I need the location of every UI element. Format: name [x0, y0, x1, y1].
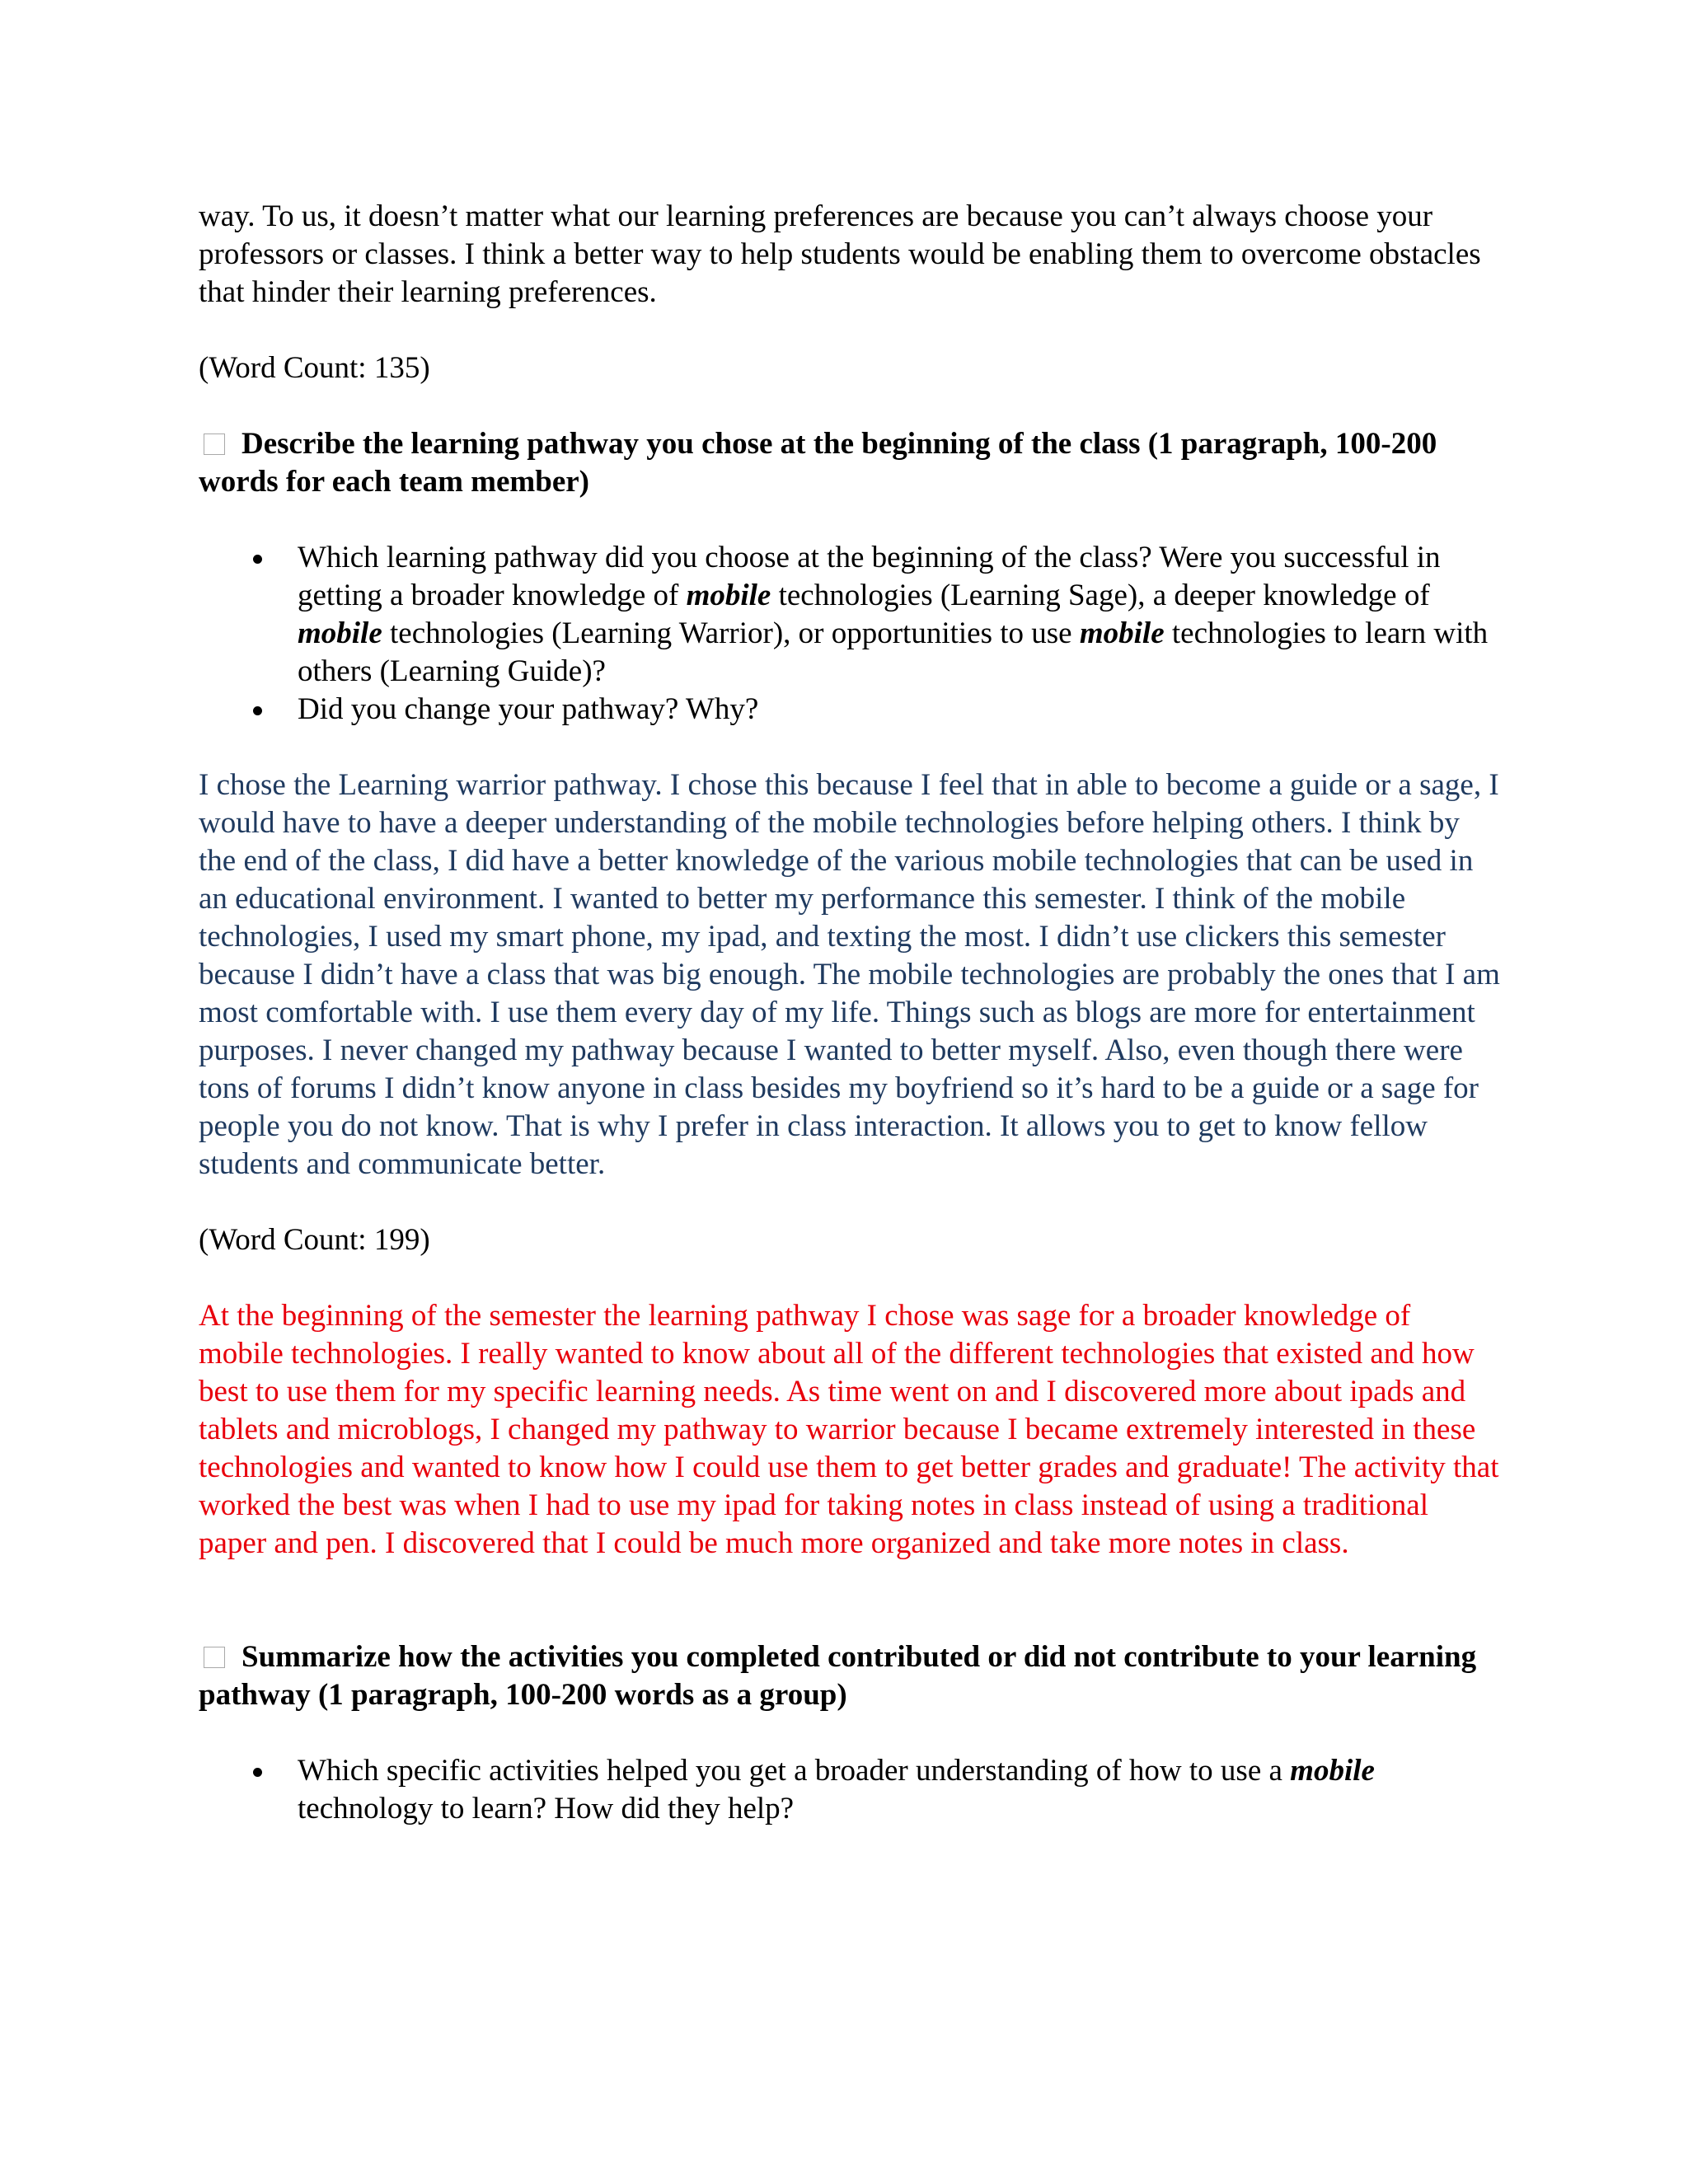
- bullet-text: technologies (Learning Sage), a deeper knowledge of: [771, 579, 1430, 612]
- answer-navy-paragraph: I chose the Learning warrior pathway. I chose this because I feel that in able to become a guide or a sage, I would have to have a deeper understanding of the mobile technologies before helping others. I think by the end of the class, I did have a better knowledge of the various mobile technologies that can be used in an educational environment. I wanted to better my performance this semester. I think of the mobile technologies, I used my smart phone, my ipad, and texting the most. I didn’t use clickers this semester because I didn’t have a class that was big enough. The mobile technologies are probably the ones that I am most comfortable with. I use them every day of my life. Things such as blogs are more for entertainment purposes. I never changed my pathway because I wanted to better myself. Also, even though there were tons of forums I didn’t know anyone in class besides my boyfriend so it’s hard to be a guide or a sage for people you do not know. That is why I prefer in class interaction. It allows you to get to know fellow students and communicate better.: [199, 768, 1500, 1181]
- list-item: [298, 539, 1501, 691]
- section-2-heading: [199, 1638, 1501, 1714]
- word-count-1: (Word Count: 135): [199, 351, 430, 385]
- bullet-text: technologies (Learning Warrior), or opportunities to use: [382, 616, 1080, 650]
- section-2-heading-text: Summarize how the activities you completed contributed or did not contribute to your learning pathway (1 paragraph, 100-200 words as a group): [199, 1640, 1477, 1712]
- checkbox-icon: [204, 1647, 225, 1668]
- section-2-bullet-list: [199, 1752, 1501, 1828]
- keyword-mobile: mobile: [298, 616, 382, 650]
- bullet-text: Which learning pathway did you choose at the beginning of the class? Were you successful in getting a broader knowledge of: [298, 541, 1441, 612]
- bullet-text: Did you change your pathway? Why?: [298, 692, 759, 726]
- word-count-2: (Word Count: 199): [199, 1223, 430, 1257]
- answer-red-paragraph: At the beginning of the semester the learning pathway I chose was sage for a broader knowledge of mobile technologies. I really wanted to know about all of the different technologies that existed and how best to use them for my specific learning needs. As time went on and I discovered more about ipads and tablets and microblogs, I changed my pathway to warrior because I became extremely interested in these technologies and wanted to know how I could use them to get better grades and graduate! The activity that worked the best was when I had to use my ipad for taking notes in class instead of using a traditional paper and pen. I discovered that I could be much more organized and take more notes in class.: [199, 1299, 1499, 1560]
- section-1-heading: [199, 425, 1501, 501]
- bullet-text: technologies to learn with others (Learning Guide)?: [298, 616, 1489, 688]
- keyword-mobile: mobile: [686, 579, 771, 612]
- intro-paragraph: way. To us, it doesn’t matter what our learning preferences are because you can’t always choose your professors or classes. I think a better way to help students would be enabling them to overcome obstacles that hinder their learning preferences.: [199, 199, 1481, 309]
- section-1-bullet-list: [199, 539, 1501, 729]
- keyword-mobile: mobile: [1079, 616, 1165, 650]
- checkbox-icon: [204, 434, 225, 455]
- bullet-text: Which specific activities helped you get a broader understanding of how to use a: [298, 1754, 1291, 1788]
- list-item: [298, 691, 1501, 729]
- document-page: [199, 198, 1501, 1828]
- list-item: [298, 1752, 1501, 1828]
- section-1-heading-text: Describe the learning pathway you chose at the beginning of the class (1 paragraph, 100-200 words for each team member): [199, 427, 1437, 499]
- bullet-text: technology to learn? How did they help?: [298, 1792, 795, 1825]
- keyword-mobile: mobile: [1290, 1754, 1375, 1788]
- bullet-icon: [253, 1768, 262, 1777]
- bullet-icon: [253, 706, 262, 715]
- bullet-icon: [253, 555, 262, 564]
